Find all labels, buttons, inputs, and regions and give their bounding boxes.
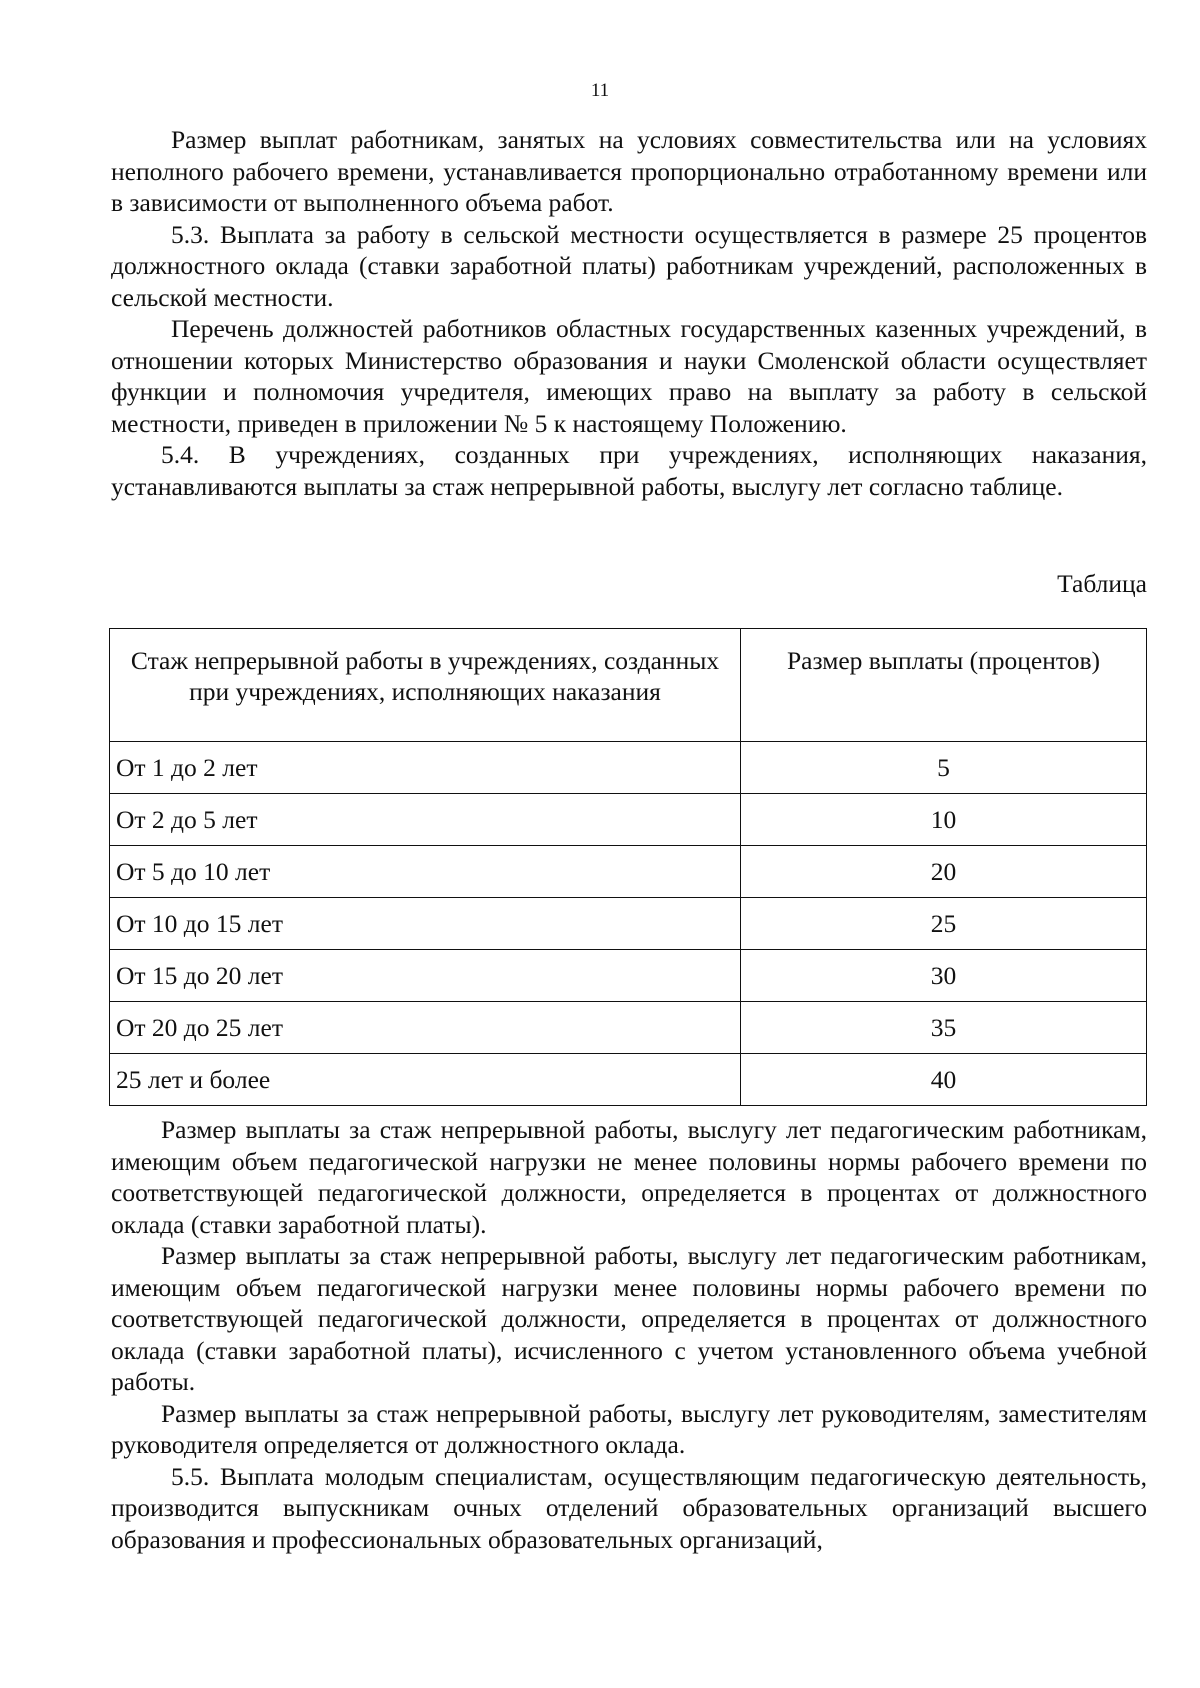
table-cell-value: 5 — [741, 742, 1147, 794]
table-cell-value: 10 — [741, 794, 1147, 846]
table-row — [110, 1054, 1147, 1106]
table-row — [110, 898, 1147, 950]
table-header-row — [110, 629, 1147, 742]
table-cell-value: 30 — [741, 950, 1147, 1002]
table-row — [110, 1002, 1147, 1054]
table-row — [110, 742, 1147, 794]
paragraph-pedagogical-full: Размер выплаты за стаж непрерывной работы, выслугу лет педагогическим работникам, имеющим объем педагогической нагрузки не менее половины нормы рабочего времени по соответствующей педагогической должности, определяется в процентах от должностного оклада (ставки заработной платы). — [111, 1115, 1147, 1239]
table-row — [110, 950, 1147, 1002]
paragraph-5-4: 5.4. В учреждениях, созданных при учреждениях, исполняющих наказания, устанавливаются выплаты за стаж непрерывной работы, выслугу лет согласно таблице. — [111, 440, 1147, 501]
paragraph-5-3: 5.3. Выплата за работу в сельской местности осуществляется в размере 25 процентов должностного оклада (ставки заработной платы) работникам учреждений, расположенных в сельской местности. — [111, 219, 1147, 312]
text-block-top — [111, 124, 1147, 502]
text-block-bottom — [111, 1114, 1147, 1555]
table-cell-period: 25 лет и более — [110, 1054, 741, 1106]
table-cell-value: 40 — [741, 1054, 1147, 1106]
paragraph-part-time: Размер выплат работникам, занятых на условиях совместительства или на условиях неполного рабочего времени, устанавливается пропорционально отработанному времени или в зависимости от выполненного объема работ. — [111, 125, 1147, 217]
table-caption: Таблица — [1057, 569, 1147, 598]
table-cell-period: От 1 до 2 лет — [110, 742, 741, 794]
table-cell-value: 25 — [741, 898, 1147, 950]
table-header-value: Размер выплаты (процентов) — [741, 629, 1147, 742]
table-row — [110, 846, 1147, 898]
table-cell-value: 20 — [741, 846, 1147, 898]
table-row — [110, 794, 1147, 846]
table-cell-period: От 20 до 25 лет — [110, 1002, 741, 1054]
table-cell-period: От 15 до 20 лет — [110, 950, 741, 1002]
paragraph-5-5: 5.5. Выплата молодым специалистам, осуществляющим педагогическую деятельность, производится выпускникам очных отделений образовательных организаций высшего образования и профессиональных образовательных организаций, — [111, 1461, 1147, 1554]
seniority-table — [109, 628, 1147, 1106]
paragraph-managers: Размер выплаты за стаж непрерывной работы, выслугу лет руководителям, заместителям руководителя определяется от должностного оклада. — [111, 1398, 1147, 1459]
table-cell-period: От 2 до 5 лет — [110, 794, 741, 846]
table-cell-value: 35 — [741, 1002, 1147, 1054]
paragraph-positions-list: Перечень должностей работников областных государственных казенных учреждений, в отношении которых Министерство образования и науки Смоленской области осуществляет функции и полномочия учредителя, имеющих право на выплату за работу в сельской местности, приведен в приложении № 5 к настоящему Положению. — [111, 314, 1147, 438]
table-header-period: Стаж непрерывной работы в учреждениях, созданных при учреждениях, исполняющих наказания — [110, 629, 741, 742]
page-number: 11 — [590, 80, 610, 101]
paragraph-pedagogical-partial: Размер выплаты за стаж непрерывной работы, выслугу лет педагогическим работникам, имеющим объем педагогической нагрузки менее половины нормы рабочего времени по соответствующей педагогической должности, определяется в процентах от должностного оклада (ставки заработной платы), исчисленного с учетом установленного объема учебной работы. — [111, 1241, 1147, 1396]
table-cell-period: От 5 до 10 лет — [110, 846, 741, 898]
table-cell-period: От 10 до 15 лет — [110, 898, 741, 950]
